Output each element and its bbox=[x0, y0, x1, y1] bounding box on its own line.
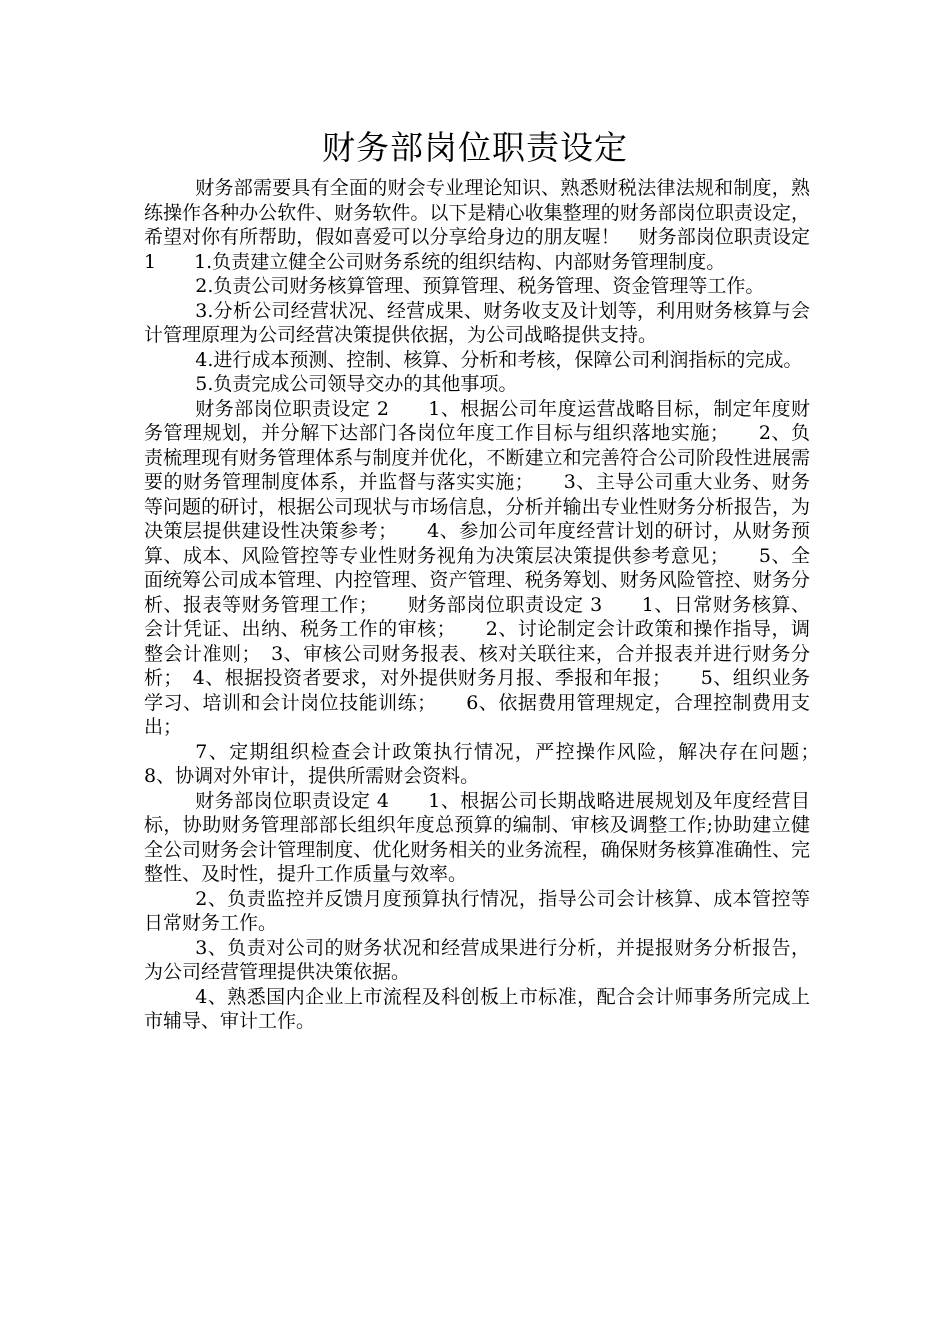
document-title: 财务部岗位职责设定 bbox=[322, 128, 628, 167]
paragraph: 3.分析公司经营状况、经营成果、财务收支及计划等，利用财务核算与会计管理原理为公司经营决策提供依据，为公司战略提供支持。 bbox=[144, 299, 810, 346]
paragraph: 财务部岗位职责设定 4 1、根据公司长期战略进展规划及年度经营目标，协助财务管理部部长组织年度总预算的编制、审核及调整工作;协助建立健全公司财务会计管理制度、优化财务相关的业务流程，确保财务核算准确性、完整性、及时性，提升工作质量与效率。 bbox=[144, 789, 810, 885]
paragraph: 3、负责对公司的财务状况和经营成果进行分析，并提报财务分析报告，为公司经营管理提供决策依据。 bbox=[144, 936, 810, 983]
paragraph: 财务部岗位职责设定 2 1、根据公司年度运营战略目标，制定年度财务管理规划，并分解下达部门各岗位年度工作目标与组织落地实施； 2、负责梳理现有财务管理体系与制度并优化，不断建立和完善符合公司阶段性进展需要的财务管理制度体系，并监督与落实实施； 3、主导公司重大业务、财务等问题的研讨，根据公司现状与市场信息，分析并输出专业性财务分析报告，为决策层提供建设性决策参考； 4、参加公司年度经营计划的研讨，从财务预算、成本、风险管控等专业性财务视角为决策层决策提供参考意见； 5、全面统筹公司成本管理、内控管理、资产管理、税务筹划、财务风险管控、财务分析、报表等财务管理工作； 财务部岗位职责设定 3 1、日常财务核算、会计凭证、出纳、税务工作的审核； 2、讨论制定会计政策和操作指导，调整会计准则； 3、审核公司财务报表、核对关联往来，合并报表并进行财务分析； 4、根据投资者要求，对外提供财务月报、季报和年报； 5、组织业务学习、培训和会计岗位技能训练； 6、依据费用管理规定，合理控制费用支出； bbox=[144, 397, 810, 738]
paragraph: 5.负责完成公司领导交办的其他事项。 bbox=[195, 373, 518, 395]
paragraph: 2.负责公司财务核算管理、预算管理、税务管理、资金管理等工作。 bbox=[195, 275, 765, 297]
paragraph: 4、熟悉国内企业上市流程及科创板上市标准，配合会计师事务所完成上市辅导、审计工作。 bbox=[144, 985, 810, 1032]
document-body bbox=[144, 176, 849, 1034]
paragraph: 4.进行成本预测、控制、核算、分析和考核，保障公司利润指标的完成。 bbox=[195, 348, 803, 371]
paragraph: 7、定期组织检查会计政策执行情况，严控操作风险，解决存在问题； 8、协调对外审计，提供所需财会资料。 bbox=[144, 740, 849, 787]
paragraph: 财务部需要具有全面的财会专业理论知识、熟悉财税法律法规和制度，熟练操作各种办公软件、财务软件。以下是精心收集整理的财务部岗位职责设定，希望对你有所帮助，假如喜爱可以分享给身边的朋友喔！ 财务部岗位职责设定 1 1.负责建立健全公司财务系统的组织结构、内部财务管理制度。 bbox=[144, 177, 810, 273]
paragraph: 2、负责监控并反馈月度预算执行情况，指导公司会计核算、成本管控等日常财务工作。 bbox=[144, 887, 810, 934]
